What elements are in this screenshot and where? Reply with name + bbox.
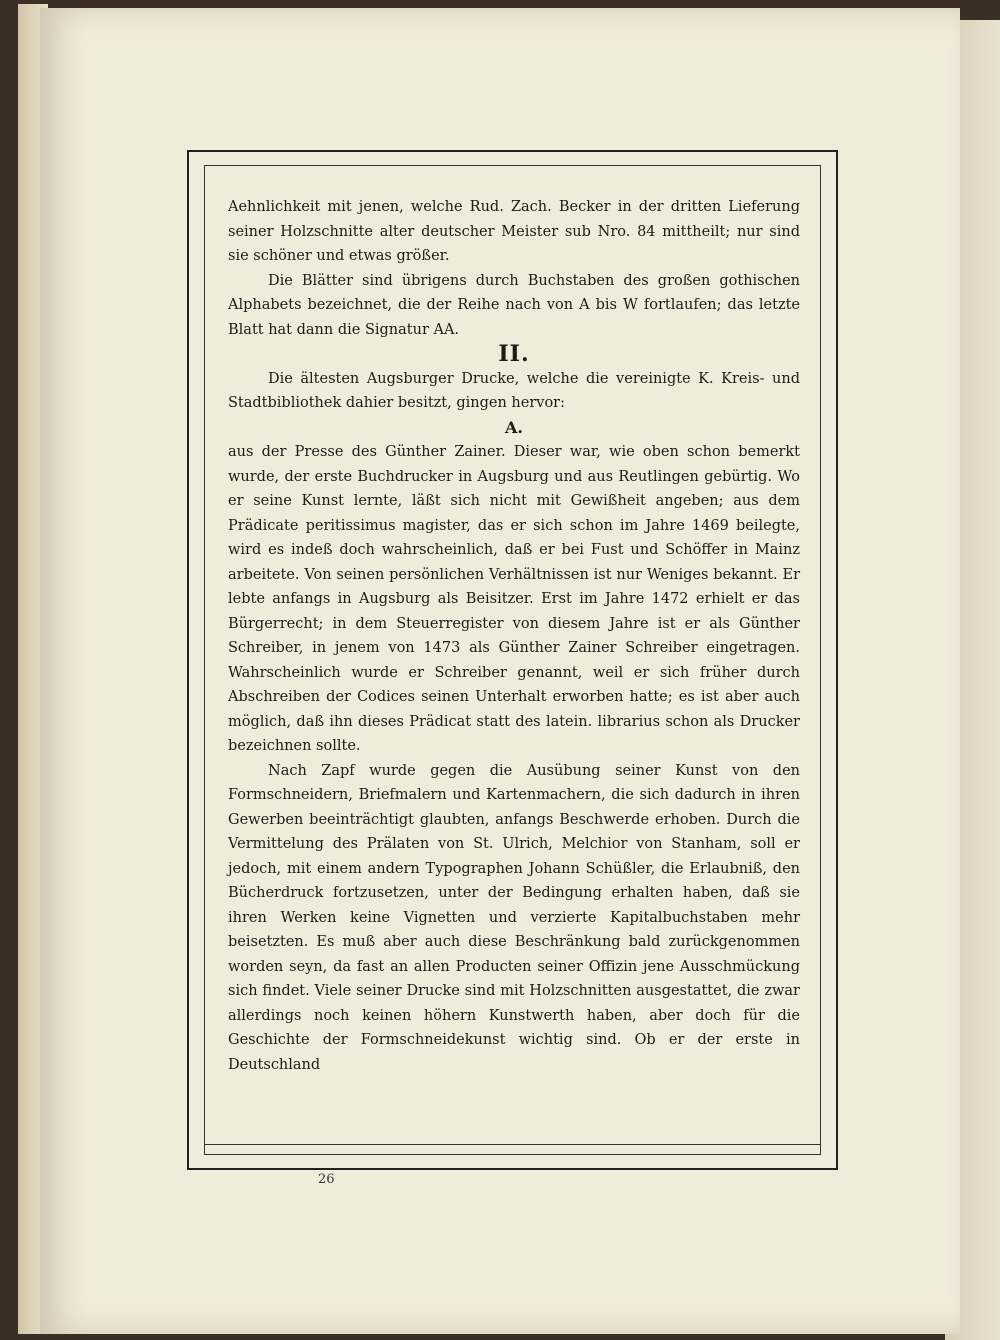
text-block (228, 195, 800, 1077)
subsection-heading: A. (505, 417, 523, 437)
paragraph-5: Nach Zapf wurde gegen die Ausübung seiner Kunst von den Formschneidern, Briefmalern und Kartenmachern, die sich dadurch in ihren Gewerben beeinträchtigt glaubten, anfangs Beschwerde erhoben. Durch die Vermittelung des Prälaten von St. Ulrich, Melchior von Stanham, soll er jedoch, mit einem andern Typographen Johann Schüßler, die Erlaubniß, den Bücherdruck fortzusetzen, unter der Bedingung erhalten haben, daß sie ihren Werken keine Vignetten und verzierte Kapitalbuchstaben mehr beisetzten. Es muß aber auch diese Beschränkung bald zurückgenommen worden seyn, da fast an allen Producten seiner Offizin jene Ausschmückung sich findet. Viele seiner Drucke sind mit Holzschnitten ausgestattet, die zwar allerdings noch keinen höhern Kunstwerth haben, aber doch für die Geschichte der Formschneidekunst wichtig sind. Ob er der erste in Deutschland (228, 762, 800, 1073)
section-heading: II. (498, 341, 530, 367)
paragraph-4: aus der Presse des Günther Zainer. Dieser war, wie oben schon bemerkt wurde, der erste Buchdrucker in Augsburg und aus Reutlingen gebürtig. Wo er seine Kunst lernte, läßt sich nicht mit Gewißheit angeben; aus dem Prädicate peritissimus magister, das er sich schon im Jahre 1469 beilegte, wird es indeß doch wahrscheinlich, daß er bei Fust und Schöffer in Mainz arbeitete. Von seinen persönlichen Verhältnissen ist nur Weniges bekannt. Er lebte anfangs in Augsburg als Beisitzer. Erst im Jahre 1472 erhielt er das Bürgerrecht; in dem Steuerregister von diesem Jahre ist er als Günther Schreiber, in jenem von 1473 als Günther Zainer Schreiber eingetragen. Wahrscheinlich wurde er Schreiber genannt, weil er sich früher durch Abschreiben der Codices seinen Unterhalt erworben hatte; es ist aber auch möglich, daß ihn dieses Prädicat statt des latein. librarius schon als Drucker bezeichnen sollte. (228, 444, 800, 754)
paragraph-3: Die ältesten Augsburger Drucke, welche die vereinigte K. Kreis- und Stadtbibliothek dahier besitzt, gingen hervor: (228, 370, 800, 411)
paragraph-2: Die Blätter sind übrigens durch Buchstaben des großen gothischen Alphabets bezeichnet, die der Reihe nach von A bis W fortlaufen; das letzte Blatt hat dann die Signatur AA. (228, 272, 800, 338)
page-number: 26 (318, 1172, 335, 1187)
paragraph-1: Aehnlichkeit mit jenen, welche Rud. Zach. Becker in der dritten Lieferung seiner Holzschnitte alter deutscher Meister sub Nro. 84 mittheilt; nur sind sie schöner und etwas größer. (228, 199, 800, 264)
text-frame-bottom-rule (204, 1144, 821, 1146)
